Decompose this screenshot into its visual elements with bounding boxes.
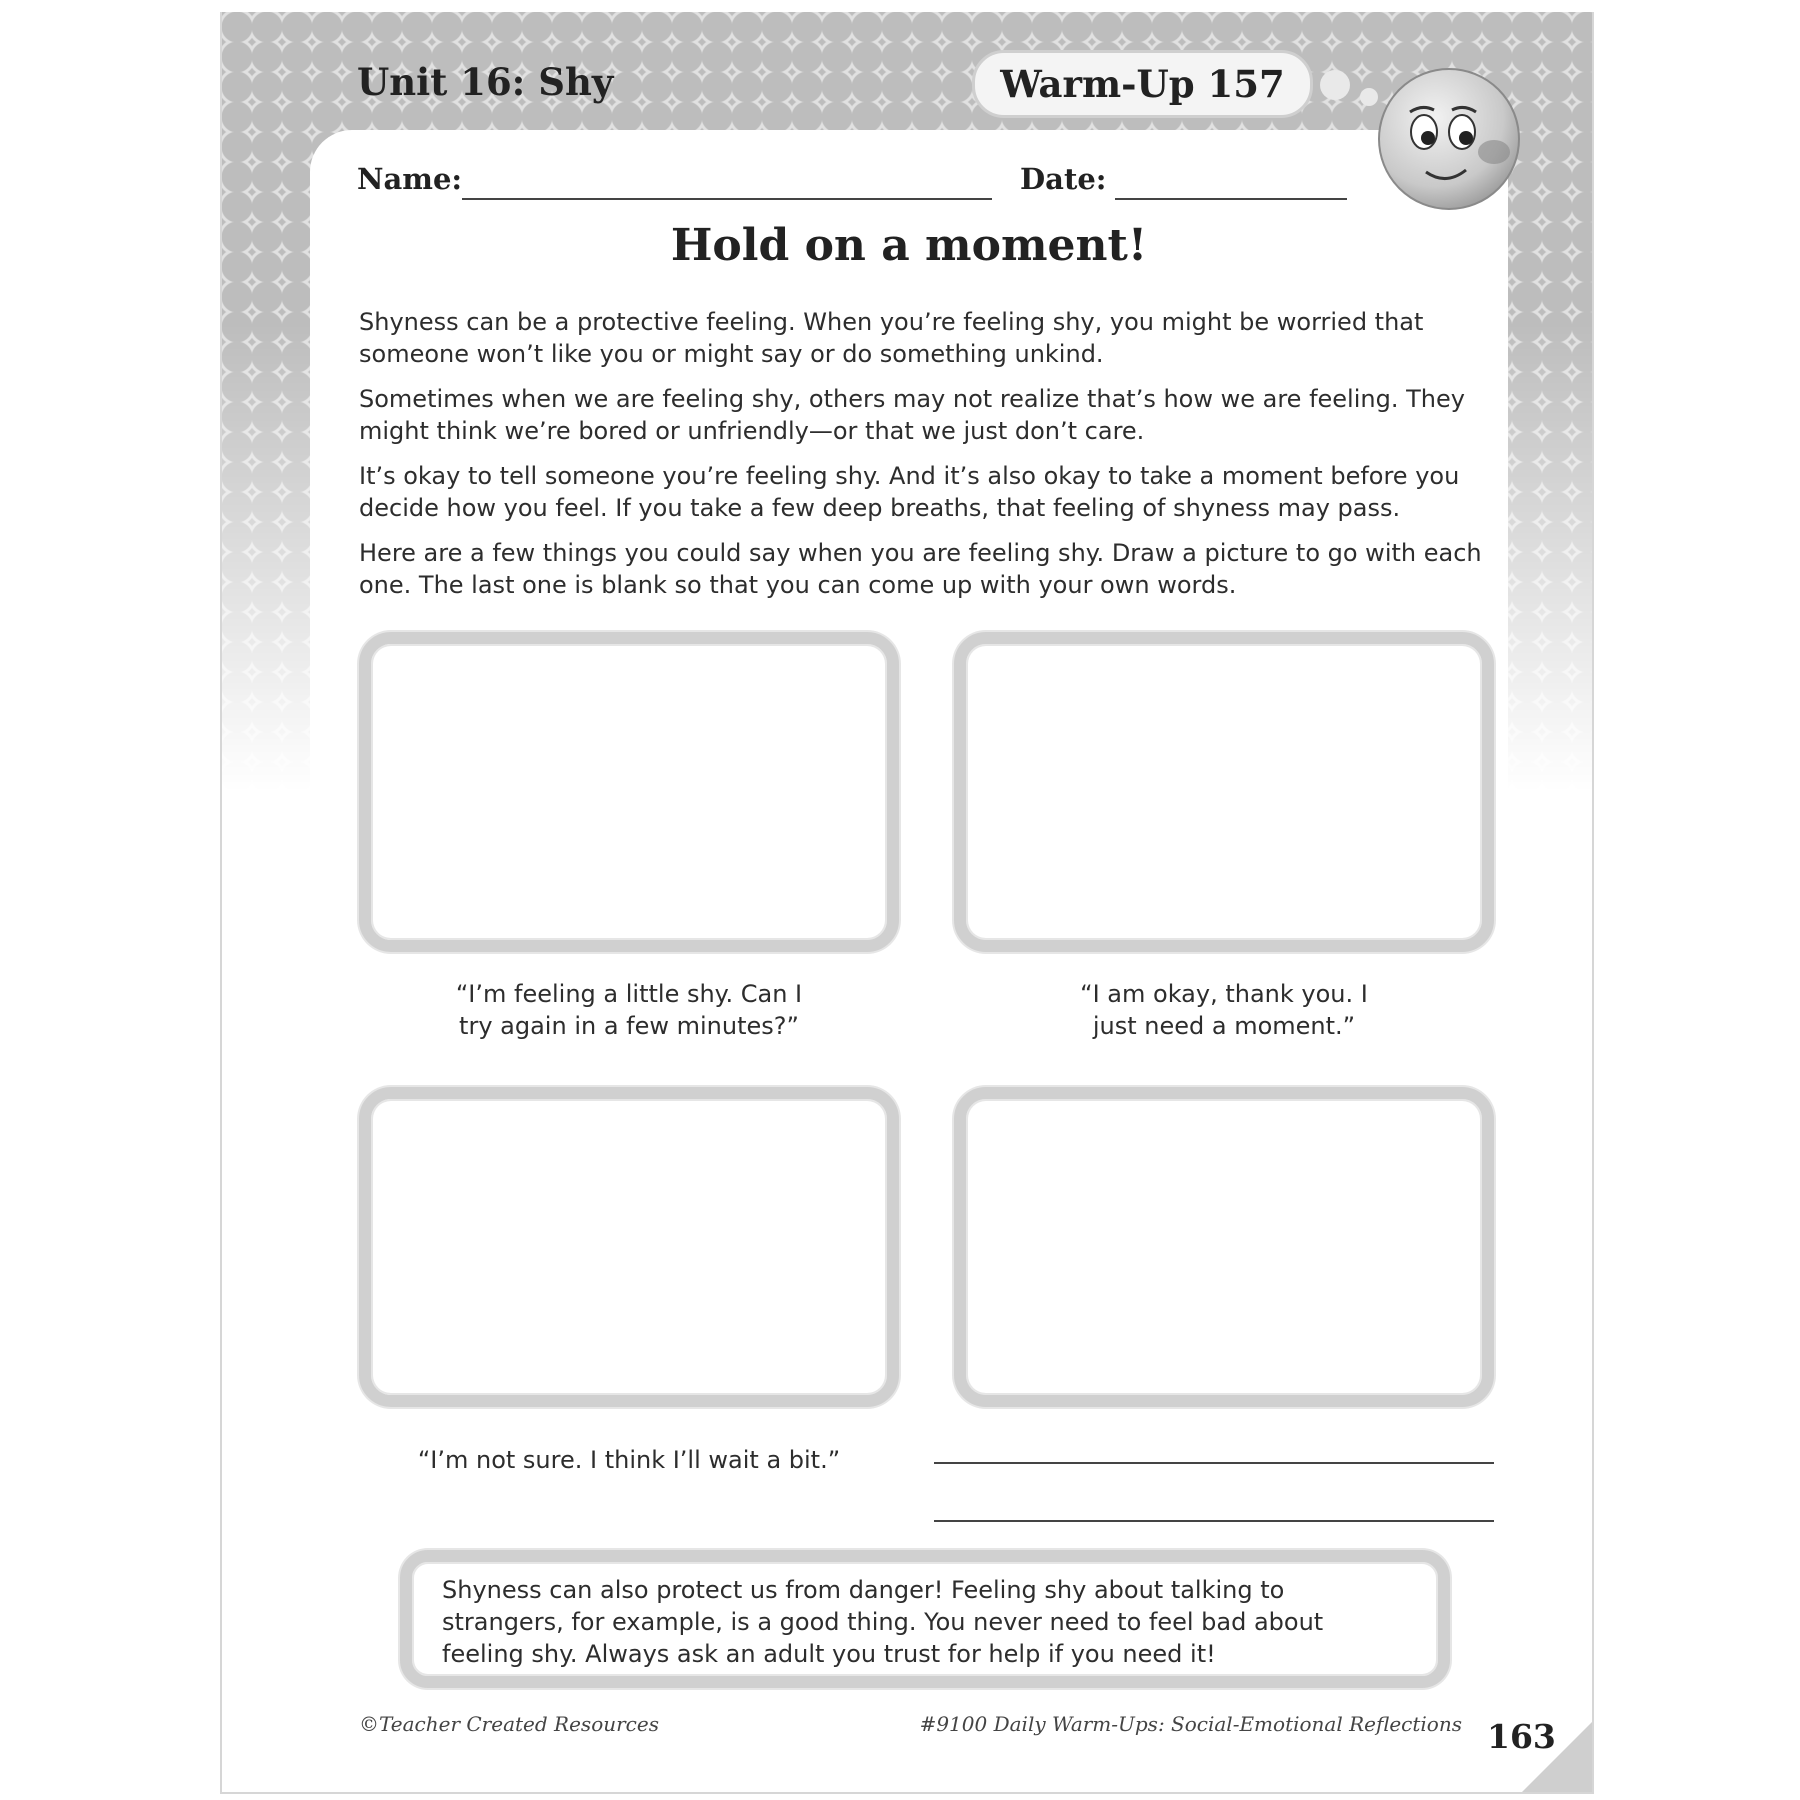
decor-dot	[1320, 70, 1350, 100]
content-panel	[310, 130, 1508, 1794]
copyright-text: ©Teacher Created Resources	[359, 1712, 659, 1736]
drawing-box-2[interactable]	[954, 632, 1494, 952]
date-label: Date:	[1020, 162, 1107, 196]
book-title: #9100 Daily Warm-Ups: Social-Emotional Reflections	[919, 1712, 1462, 1736]
paragraph: Sometimes when we are feeling shy, others may not realize that’s how we are feeling. They might think we’re bored or unfriendly—or that we just don’t care.	[359, 385, 1465, 445]
drawing-box-1[interactable]	[359, 632, 899, 952]
unit-title: Unit 16: Shy	[357, 60, 614, 104]
name-label: Name:	[357, 162, 463, 196]
tip-box	[400, 1550, 1450, 1688]
paragraph: Here are a few things you could say when you are feeling shy. Draw a picture to go with each one. The last one is blank so that you can come up with your own words.	[359, 539, 1482, 599]
worksheet-page	[220, 12, 1594, 1794]
drawing-box-4[interactable]	[954, 1087, 1494, 1407]
paragraph: Shyness can be a protective feeling. When you’re feeling shy, you might be worried that someone won’t like you or might say or do something unkind.	[359, 308, 1424, 368]
shy-face-icon	[1374, 64, 1524, 214]
caption-3: “I’m not sure. I think I’ll wait a bit.”	[417, 1446, 841, 1474]
own-words-line-1[interactable]	[934, 1462, 1494, 1464]
date-field[interactable]	[1115, 198, 1347, 200]
caption-2: “I am okay, thank you. I just need a moment.”	[1080, 980, 1368, 1040]
page-number: 163	[1487, 1717, 1556, 1756]
caption-1: “I’m feeling a little shy. Can I try again in a few minutes?”	[455, 980, 803, 1040]
tip-text: Shyness can also protect us from danger! Feeling shy about talking to strangers, for example, is a good thing. You never need to feel bad about feeling shy. Always ask an adult you trust for help if you need it!	[442, 1576, 1324, 1668]
name-field[interactable]	[462, 198, 992, 200]
page-title: Hold on a moment!	[670, 220, 1148, 271]
own-words-line-2[interactable]	[934, 1520, 1494, 1522]
drawing-box-3[interactable]	[359, 1087, 899, 1407]
paragraph: It’s okay to tell someone you’re feeling shy. And it’s also okay to take a moment before you decide how you feel. If you take a few deep breaths, that feeling of shyness may pass.	[359, 462, 1460, 522]
warmup-badge: Warm-Up 157	[972, 50, 1313, 118]
